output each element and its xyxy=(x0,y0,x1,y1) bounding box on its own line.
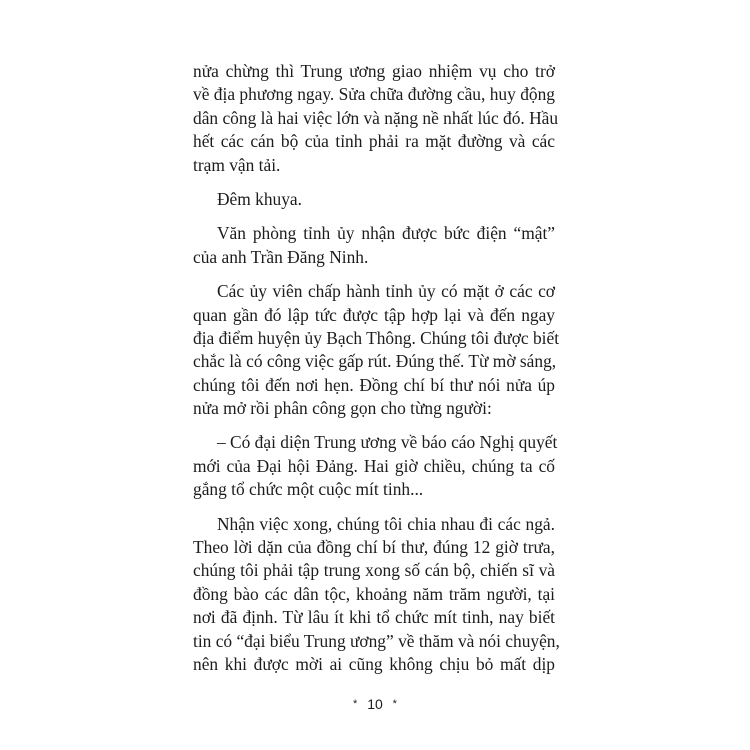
text-line: Các ủy viên chấp hành tỉnh ủy có mặt ở các cơ xyxy=(217,281,555,302)
text-line: tin có “đại biểu Trung ương” về thăm và nói chuyện, xyxy=(193,630,560,651)
text-line: Theo lời dặn của đồng chí bí thư, đúng 12 giờ trưa, xyxy=(193,537,555,558)
text-line: nửa mở rồi phân công gọn cho từng người: xyxy=(193,398,492,419)
text-line: Nhận việc xong, chúng tôi chia nhau đi các ngả. xyxy=(217,513,555,534)
body-text xyxy=(193,60,560,676)
paragraph xyxy=(193,222,555,269)
text-line: nơi đã định. Từ lâu ít khi tổ chức mít tinh, nay biết xyxy=(193,607,555,628)
text-line: địa điểm huyện ủy Bạch Thông. Chúng tôi được biết xyxy=(193,327,560,348)
text-line: chắc là có công việc gấp rút. Đúng thế. Từ mờ sáng, xyxy=(193,351,557,372)
text-line: của anh Trần Đăng Ninh. xyxy=(193,246,369,267)
text-line: chúng tôi phải tập trung xong số cán bộ, chiến sĩ và xyxy=(193,560,555,581)
star-ornament-icon: * xyxy=(353,698,358,710)
text-line: – Có đại diện Trung ương về báo cáo Nghị quyết xyxy=(217,432,558,453)
paragraph xyxy=(193,431,558,501)
text-line: trạm vận tải. xyxy=(193,154,281,175)
paragraph xyxy=(193,60,559,177)
paragraph xyxy=(193,513,560,677)
paragraph xyxy=(193,280,560,420)
text-line: Văn phòng tỉnh ủy nhận được bức điện “mật” xyxy=(217,223,555,244)
text-line: chúng tôi đến nơi hẹn. Đồng chí bí thư nói nửa úp xyxy=(193,374,555,395)
text-line: quan gần đó lập tức được tập hợp lại và đến ngay xyxy=(193,304,555,325)
text-line: dân công là hai việc lớn và nặng nề nhất lúc đó. Hầu xyxy=(193,107,559,128)
page-number: 10 xyxy=(367,696,383,712)
text-line: nửa chừng thì Trung ương giao nhiệm vụ cho trở xyxy=(193,61,555,81)
text-line: Đêm khuya. xyxy=(217,188,303,209)
star-ornament-icon: * xyxy=(392,698,397,710)
text-line: mới của Đại hội Đảng. Hai giờ chiều, chúng ta cố xyxy=(193,455,555,476)
text-line: đồng bào các dân tộc, khoảng năm trăm người, tại xyxy=(193,583,555,604)
text-line: về địa phương ngay. Sửa chữa đường cầu, huy động xyxy=(193,84,555,105)
paragraph xyxy=(193,188,555,211)
page-footer xyxy=(0,696,750,712)
text-line: gắng tổ chức một cuộc mít tinh... xyxy=(193,479,424,500)
text-line: hết các cán bộ của tỉnh phải ra mặt đường và các xyxy=(193,131,555,152)
text-line: nên khi được mời ai cũng không chịu bỏ mất dịp xyxy=(193,653,555,674)
